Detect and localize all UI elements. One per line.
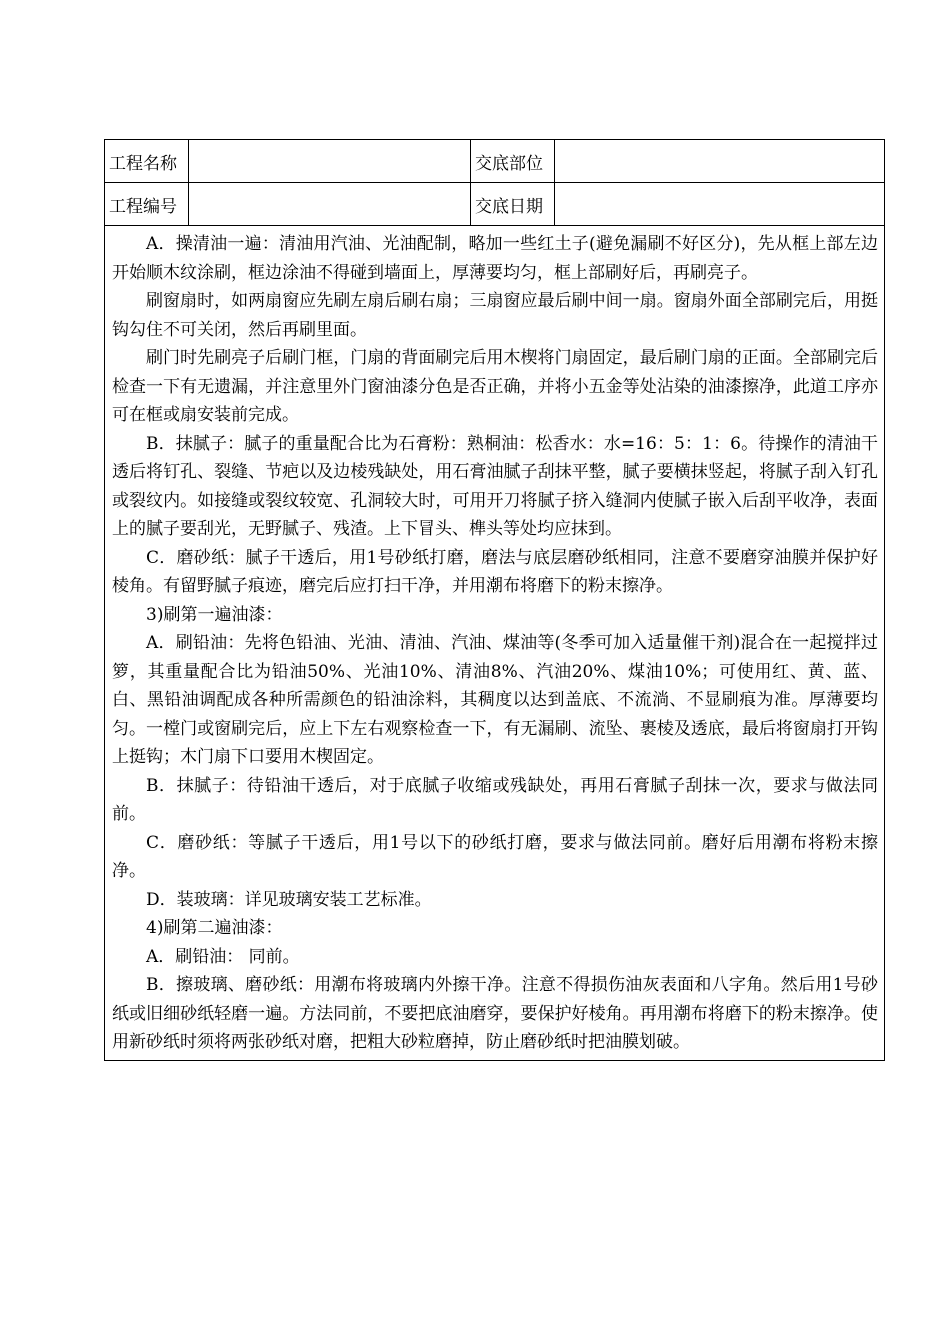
heading-second-coat: 4)刷第二遍油漆： [146, 918, 283, 938]
header-row-2 [105, 183, 885, 226]
handover-part-value [555, 140, 885, 183]
paragraph-sanding: C．磨砂纸：腻子干透后，用1号砂纸打磨，磨法与底层磨砂纸相同，注意不要磨穿油膜并保护好棱角。有留野腻子痕迹，磨完后应打扫干净，并用潮布将磨下的粉末擦净。 [112, 547, 878, 596]
paragraph-putty-2: B．抹腻子：待铅油干透后，对于底腻子收缩或残缺处，再用石膏腻子刮抹一次，要求与做法同前。 [112, 775, 878, 824]
project-number-value [189, 183, 471, 226]
paragraph-door: 刷门时先刷亮子后刷门框，门扇的背面刷完后用木楔将门扇固定，最后刷门扇的正面。全部刷完后检查一下有无遗漏，并注意里外门窗油漆分色是否正确，并将小五金等处沾染的油漆擦净，此道工序亦可在框或扇安装前完成。 [112, 348, 878, 425]
handover-part-label: 交底部位 [471, 140, 555, 183]
content-cell [105, 226, 885, 1061]
paragraph-glass-install: D．装玻璃：详见玻璃安装工艺标准。 [146, 889, 432, 910]
content-row [105, 226, 885, 1061]
paragraph-putty: B．抹腻子：腻子的重量配合比为石膏粉：熟桐油：松香水：水=16：5：1：6。待操作的清油干透后将钉孔、裂缝、节疤以及边棱残缺处，用石膏油腻子刮抹平整，腻子要横抹竖起，将腻子刮入钉孔或裂纹内。如接缝或裂纹较宽、孔洞较大时，可用开刀将腻子挤入缝洞内使腻子嵌入后刮平收净，表面上的腻子要刮光，无野腻子、残渣。上下冒头、榫头等处均应抹到。 [112, 433, 878, 539]
paragraph-sanding-2: C．磨砂纸：等腻子干透后，用1号以下的砂纸打磨，要求与做法同前。磨好后用潮布将粉末擦净。 [112, 832, 878, 881]
paragraph-lead-oil-2: A．刷铅油： 同前。 [146, 946, 300, 967]
header-row-1 [105, 140, 885, 183]
heading-first-coat: 3)刷第一遍油漆： [146, 604, 283, 625]
handover-date-label: 交底日期 [471, 183, 555, 226]
paragraph-clear-oil: A．操清油一遍：清油用汽油、光油配制，略加一些红土子(避免漏刷不好区分)，先从框上部左边开始顺木纹涂刷，框边涂油不得碰到墙面上，厚薄要均匀，框上部刷好后，再刷亮子。 [112, 234, 878, 283]
handover-form-table [104, 139, 885, 1061]
project-name-value [189, 140, 471, 183]
handover-date-value [555, 183, 885, 226]
paragraph-wipe-glass: B．擦玻璃、磨砂纸：用潮布将玻璃内外擦干净。注意不得损伤油灰表面和八字角。然后用1号砂纸或旧细砂纸轻磨一遍。方法同前，不要把底油磨穿，要保护好棱角。再用潮布将磨下的粉末擦净。使用新砂纸时须将两张砂纸对磨，把粗大砂粒磨掉，防止磨砂纸时把油膜划破。 [112, 975, 878, 1052]
paragraph-window-sash: 刷窗扇时，如两扇窗应先刷左扇后刷右扇；三扇窗应最后刷中间一扇。窗扇外面全部刷完后，用挺钩勾住不可关闭，然后再刷里面。 [112, 291, 878, 340]
project-number-label: 工程编号 [105, 183, 189, 226]
paragraph-lead-oil: A．刷铅油：先将色铅油、光油、清油、汽油、煤油等(冬季可加入适量催干剂)混合在一起搅拌过箩，其重量配合比为铅油50%、光油10%、清油8%、汽油20%、煤油10%；可使用红、黄、蓝、白、黑铅油调配成各种所需颜色的铅油涂料，其稠度以达到盖底、不流淌、不显刷痕为准。厚薄要均匀。一樘门或窗刷完后，应上下左右观察检查一下，有无漏刷、流坠、裹棱及透底，最后将窗扇打开钩上挺钩；木门扇下口要用木楔固定。 [112, 633, 878, 767]
project-name-label: 工程名称 [105, 140, 189, 183]
